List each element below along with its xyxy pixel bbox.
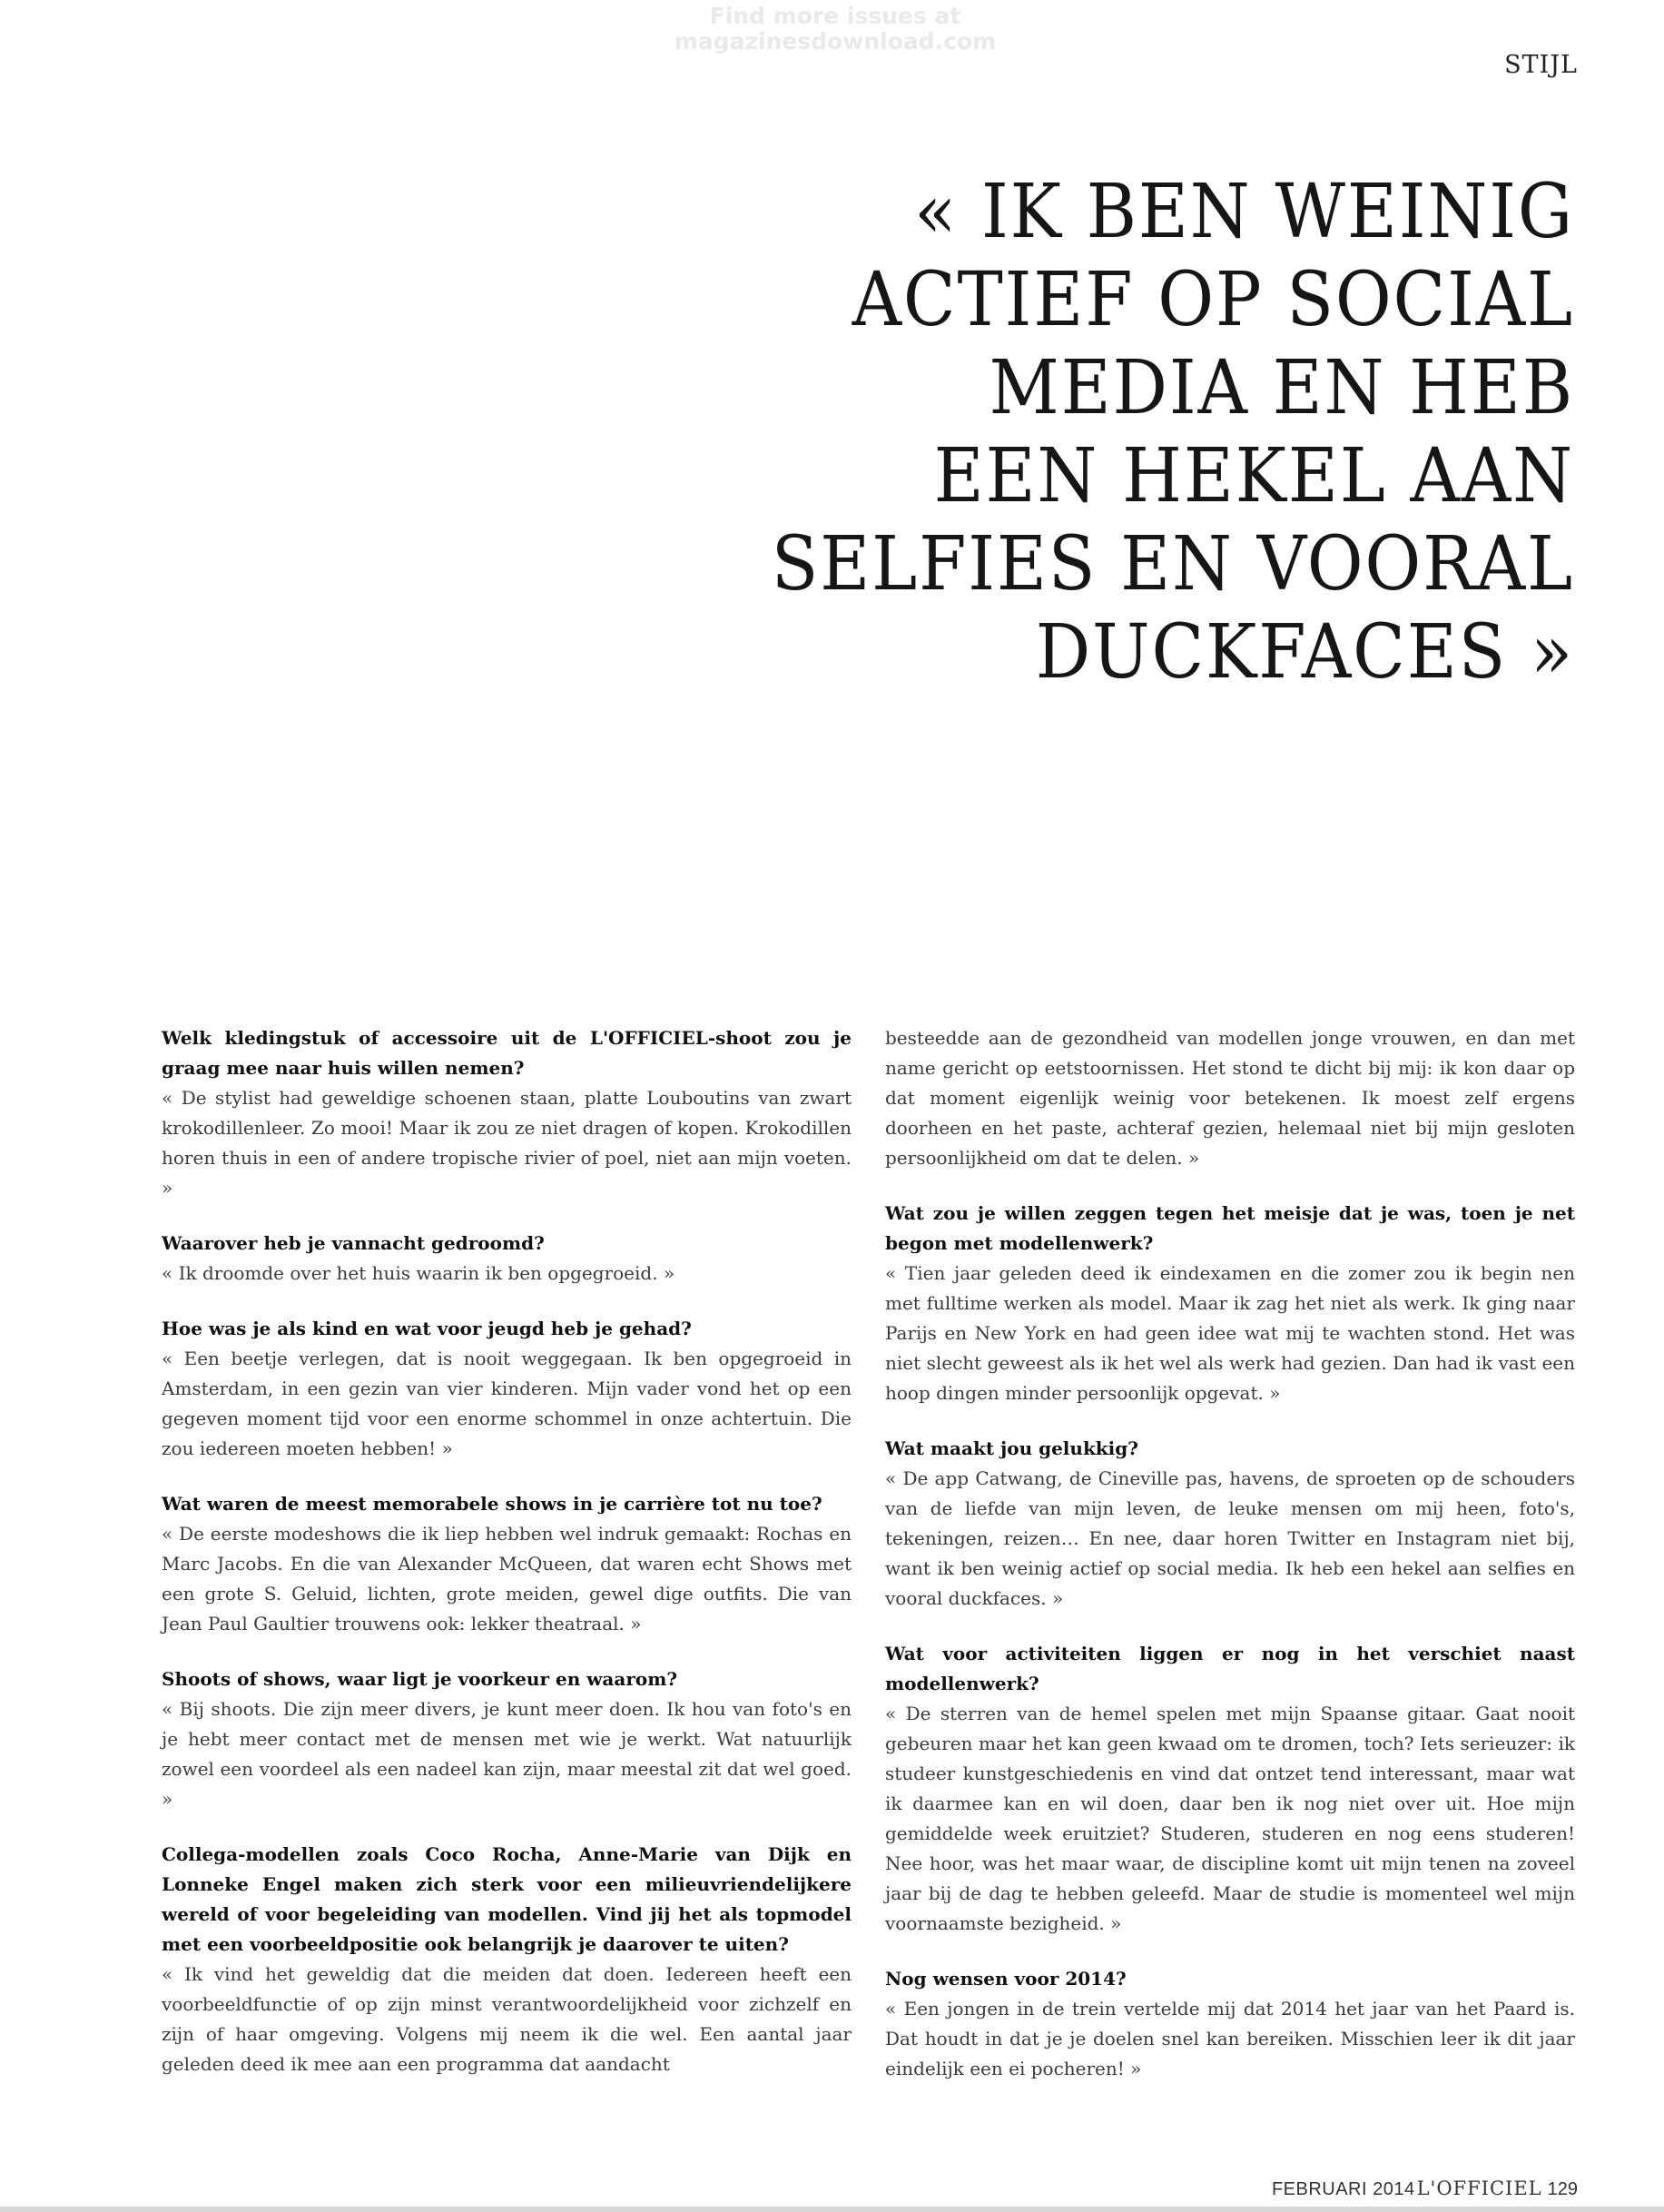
interview-answer: « Bij shoots. Die zijn meer divers, je kunt meer doen. Ik hou van foto's en je hebt meer contact met de mensen met wie je werkt. Wat natuurlijk zowel een voordeel als een nadeel kan zijn, maar meestal zit dat wel goed. » bbox=[162, 1698, 852, 1810]
magazine-brand: L'OFFICIEL bbox=[1416, 2177, 1542, 2199]
interview-answer: « Een jongen in de trein vertelde mij dat 2014 het jaar van het Paard is. Dat houdt in dat je je doelen snel kan bereiken. Misschien leer ik dit jaar eindelijk een ei pocheren! » bbox=[885, 1998, 1575, 2079]
watermark bbox=[599, 4, 1071, 54]
watermark-line-1: Find more issues at bbox=[709, 3, 961, 29]
interview-item bbox=[162, 1489, 852, 1639]
pull-quote-line: MEDIA EN HEB bbox=[989, 345, 1574, 431]
interview-question: Shoots of shows, waar ligt je voorkeur en waarom? bbox=[162, 1668, 678, 1690]
interview-question: Waarover heb je vannacht gedroomd? bbox=[162, 1232, 545, 1254]
interview-answer: « Ik vind het geweldig dat die meiden dat doen. Iedereen heeft een voorbeeldfunctie of op zijn minst verantwoordelijkheid voor zichzelf en zijn of haar omgeving. Volgens mij neem ik die wel. Een aantal jaar geleden deed ik mee aan een programma dat aandacht bbox=[162, 1963, 852, 2075]
interview-item bbox=[885, 1199, 1575, 1408]
issue-date: FEBRUARI 2014 bbox=[1271, 2179, 1415, 2199]
interview-item bbox=[162, 1314, 852, 1464]
interview-item bbox=[885, 1964, 1575, 2084]
interview-question: Wat waren de meest memorabele shows in je carrière tot nu toe? bbox=[162, 1493, 822, 1515]
page-footer bbox=[1272, 2177, 1578, 2200]
answer-continuation: besteedde aan de gezondheid van modellen jonge vrouwen, en dan met name gericht op eetstoornissen. Het stond te dicht bij mij: ik kon daar op dat moment eigenlijk weinig voor betekenen. Ik moest zelf ergens doorheen en het paste, achteraf gezien, helemaal niet bij mijn gesloten persoonlijkheid om dat te delen. » bbox=[885, 1027, 1575, 1169]
article-column-left bbox=[162, 1023, 852, 2105]
section-label: STIJL bbox=[1504, 51, 1578, 79]
interview-answer: « De sterren van de hemel spelen met mijn Spaanse gitaar. Gaat nooit gebeuren maar het kan geen kwaad om te dromen, toch? Iets serieuzer: ik studeer kunstgeschiedenis en vind dat ontzet tend interessant, maar wat ik daarmee kan en wil doen, daar ben ik nog niet over uit. Hoe mijn gemiddelde week eruitziet? Studeren, studeren en nog eens studeren! Nee hoor, was het maar waar, de discipline komt uit mijn tenen na zoveel jaar bij de dag te hebben geleefd. Maar de studie is momenteel wel mijn voornaamste bezigheid. » bbox=[885, 1703, 1575, 1934]
interview-item bbox=[162, 1023, 852, 1203]
interview-answer: « De stylist had geweldige schoenen staan, platte Louboutins van zwart krokodillenleer. Zo mooi! Maar ik zou ze niet dragen of kopen. Krokodillen horen thuis in een of andere tropische rivier of poel, niet aan mijn voeten. » bbox=[162, 1087, 852, 1199]
interview-question: Wat maakt jou gelukkig? bbox=[885, 1437, 1138, 1459]
pull-quote-line: SELFIES EN VOORAL bbox=[771, 521, 1574, 607]
pull-quote-line: DUCKFACES » bbox=[1035, 609, 1574, 696]
interview-question: Wat zou je willen zeggen tegen het meisje dat je was, toen je net begon met modellenwerk? bbox=[885, 1202, 1575, 1254]
page-number: 129 bbox=[1547, 2179, 1578, 2199]
interview-answer: « Tien jaar geleden deed ik eindexamen en die zomer zou ik begin nen met fulltime werken als model. Maar ik zag het niet als werk. Ik ging naar Parijs en New York en had geen idee wat mij te wachten stond. Het was niet slecht geweest als ik het wel als werk had gezien. Dan had ik vast een hoop dingen minder persoonlijk opgevat. » bbox=[885, 1262, 1575, 1404]
interview-answer: « De app Catwang, de Cineville pas, havens, de sproeten op de schouders van de liefde van mijn leven, de leuke mensen om mij heen, foto's, tekeningen, reizen… En nee, daar horen Twitter en Instagram niet bij, want ik ben weinig actief op social media. Ik heb een hekel aan selfies en vooral duckfaces. » bbox=[885, 1467, 1575, 1609]
interview-question: Collega-modellen zoals Coco Rocha, Anne-Marie van Dijk en Lonneke Engel maken zich sterk voor een milieuvriendelijkere wereld of voor begeleiding van modellen. Vind jij het als topmodel met een voorbeeldpositie ook belangrijk je daarover te uiten? bbox=[162, 1843, 852, 1955]
interview-answer: « De eerste modeshows die ik liep hebben wel indruk gemaakt: Rochas en Marc Jacobs. En die van Alexander McQueen, dat waren echt Shows met een grote S. Geluid, lichten, grote meiden, gewel dige outfits. Die van Jean Paul Gaultier trouwens ook: lekker theatraal. » bbox=[162, 1523, 852, 1634]
pull-quote-line: ACTIEF OP SOCIAL bbox=[852, 257, 1574, 343]
article-column-right bbox=[885, 1023, 1575, 2109]
interview-item bbox=[162, 1229, 852, 1289]
interview-item bbox=[885, 1639, 1575, 1939]
pull-quote-line: EEN HEKEL AAN bbox=[933, 433, 1574, 519]
interview-item bbox=[885, 1434, 1575, 1614]
interview-question: Wat voor activiteiten liggen er nog in het verschiet naast modellenwerk? bbox=[885, 1643, 1575, 1694]
interview-item bbox=[162, 1840, 852, 2079]
watermark-line-2: magazinesdownload.com bbox=[674, 28, 997, 54]
pull-quote-line: « IK BEN WEINIG bbox=[914, 169, 1574, 255]
bottom-divider bbox=[0, 2207, 1664, 2212]
interview-question: Hoe was je als kind en wat voor jeugd heb je gehad? bbox=[162, 1318, 692, 1339]
interview-answer: « Een beetje verlegen, dat is nooit weggegaan. Ik ben opgegroeid in Amsterdam, in een gezin van vier kinderen. Mijn vader vond het op een gegeven moment tijd voor een enorme schommel in onze achtertuin. Die zou iedereen moeten hebben! » bbox=[162, 1348, 852, 1459]
interview-question: Welk kledingstuk of accessoire uit de L'OFFICIEL-shoot zou je graag mee naar huis willen nemen? bbox=[162, 1027, 852, 1079]
interview-item bbox=[162, 1664, 852, 1814]
interview-answer: « Ik droomde over het huis waarin ik ben opgegroeid. » bbox=[162, 1262, 675, 1284]
interview-question: Nog wensen voor 2014? bbox=[885, 1968, 1127, 1990]
pull-quote bbox=[572, 168, 1574, 696]
